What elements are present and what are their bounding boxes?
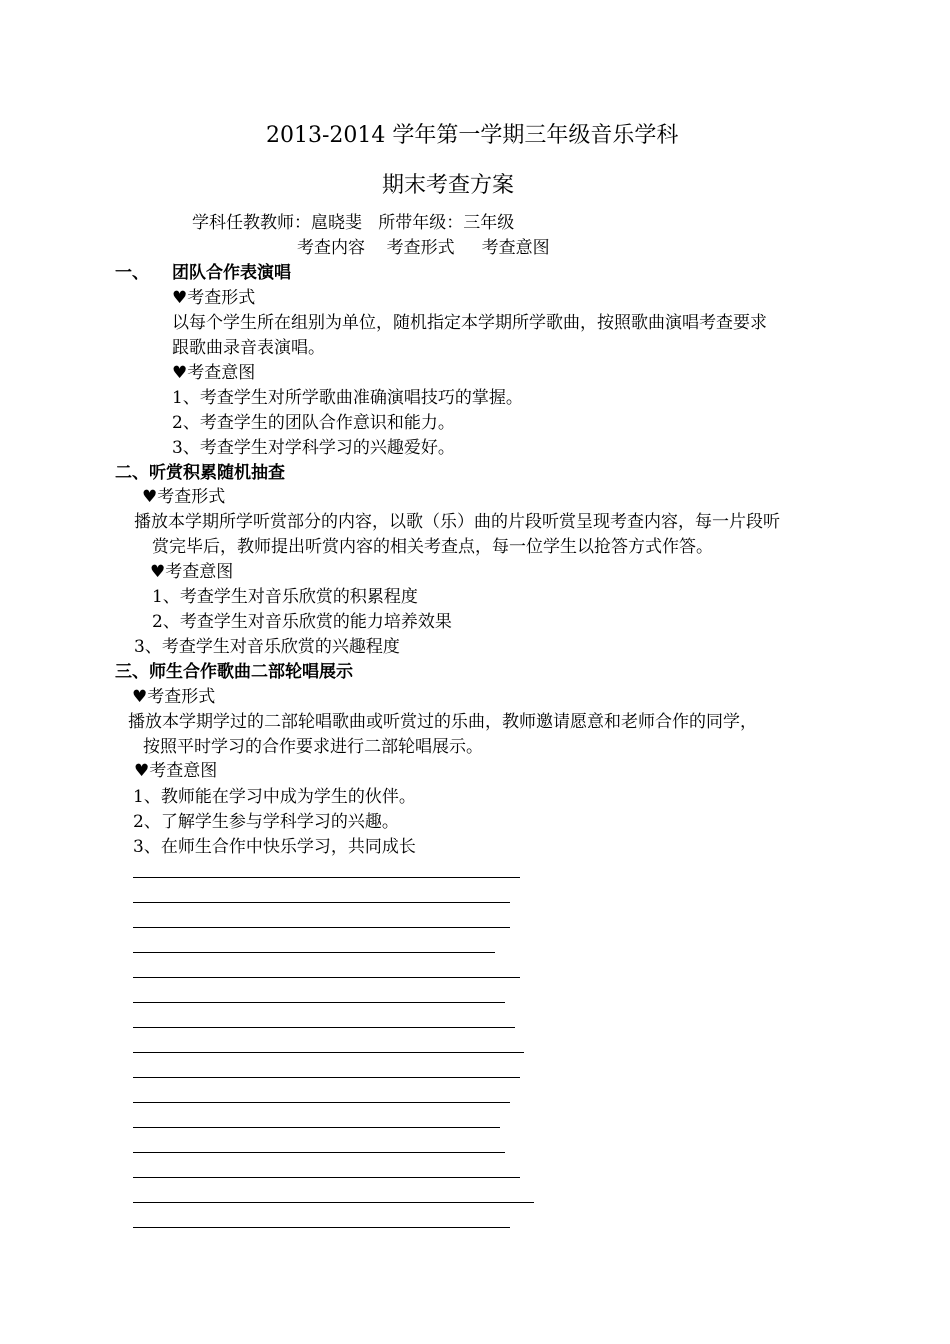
section3-form-label: ♥考查形式 bbox=[132, 687, 216, 707]
blank-rule-line bbox=[133, 927, 510, 928]
section1-heading: 团队合作表演唱 bbox=[172, 263, 291, 283]
section3-intent-item: 3、在师生合作中快乐学习，共同成长 bbox=[133, 837, 416, 857]
section2-form-text: 播放本学期所学听赏部分的内容，以歌（乐）曲的片段听赏呈现考查内容，每一片段听 bbox=[134, 512, 780, 532]
section3-form-text-cont: 按照平时学习的合作要求进行二部轮唱展示。 bbox=[143, 737, 483, 757]
section1-form-label: ♥考查形式 bbox=[172, 288, 256, 308]
blank-rule-line bbox=[133, 1102, 510, 1103]
section2-intent-label: ♥考查意图 bbox=[150, 562, 234, 582]
section1-intent-item: 1、考查学生对所学歌曲准确演唱技巧的掌握。 bbox=[172, 388, 523, 408]
blank-rule-line bbox=[133, 1002, 505, 1003]
section2-heading: 二、听赏积累随机抽查 bbox=[115, 463, 285, 483]
section1-intent-item: 2、考查学生的团队合作意识和能力。 bbox=[172, 413, 455, 433]
blank-rule-line bbox=[133, 1127, 500, 1128]
teacher-info: 学科任教教师：扈晓斐 所带年级：三年级 bbox=[192, 213, 515, 233]
doc-title-line2: 期末考查方案 bbox=[382, 173, 515, 198]
section1-form-text-cont: 跟歌曲录音表演唱。 bbox=[172, 338, 325, 358]
blank-rule-line bbox=[133, 1202, 534, 1203]
section1-number: 一、 bbox=[115, 263, 149, 283]
section1-form-text: 以每个学生所在组别为单位，随机指定本学期所学歌曲，按照歌曲演唱考查要求 bbox=[172, 313, 767, 333]
section2-form-text-cont: 赏完毕后，教师提出听赏内容的相关考查点，每一位学生以抢答方式作答。 bbox=[152, 537, 713, 557]
blank-rule-line bbox=[133, 1177, 520, 1178]
section3-intent-label: ♥考查意图 bbox=[134, 761, 218, 781]
section2-form-label: ♥考查形式 bbox=[142, 487, 226, 507]
blank-rule-line bbox=[133, 877, 520, 878]
blank-rule-line bbox=[133, 1027, 515, 1028]
blank-rule-line bbox=[133, 1152, 505, 1153]
blank-rule-line bbox=[133, 952, 495, 953]
blank-rule-line bbox=[133, 902, 510, 903]
section3-form-text: 播放本学期学过的二部轮唱歌曲或听赏过的乐曲，教师邀请愿意和老师合作的同学， bbox=[128, 712, 757, 732]
section2-intent-item: 3、考查学生对音乐欣赏的兴趣程度 bbox=[134, 637, 400, 657]
blank-rule-line bbox=[133, 977, 520, 978]
section1-intent-label: ♥考查意图 bbox=[172, 363, 256, 383]
section2-intent-item: 1、考查学生对音乐欣赏的积累程度 bbox=[152, 587, 418, 607]
blank-rule-line bbox=[133, 1227, 510, 1228]
header-columns: 考查内容 考查形式 考查意图 bbox=[297, 238, 550, 258]
section1-intent-item: 3、考查学生对学科学习的兴趣爱好。 bbox=[172, 438, 455, 458]
section3-heading: 三、师生合作歌曲二部轮唱展示 bbox=[115, 662, 353, 682]
section3-intent-item: 1、教师能在学习中成为学生的伙伴。 bbox=[133, 787, 416, 807]
blank-rule-line bbox=[133, 1077, 520, 1078]
doc-title-line1: 2013-2014 学年第一学期三年级音乐学科 bbox=[266, 123, 679, 148]
blank-rule-line bbox=[133, 1052, 524, 1053]
section2-intent-item: 2、考查学生对音乐欣赏的能力培养效果 bbox=[152, 612, 452, 632]
section3-intent-item: 2、了解学生参与学科学习的兴趣。 bbox=[133, 812, 399, 832]
